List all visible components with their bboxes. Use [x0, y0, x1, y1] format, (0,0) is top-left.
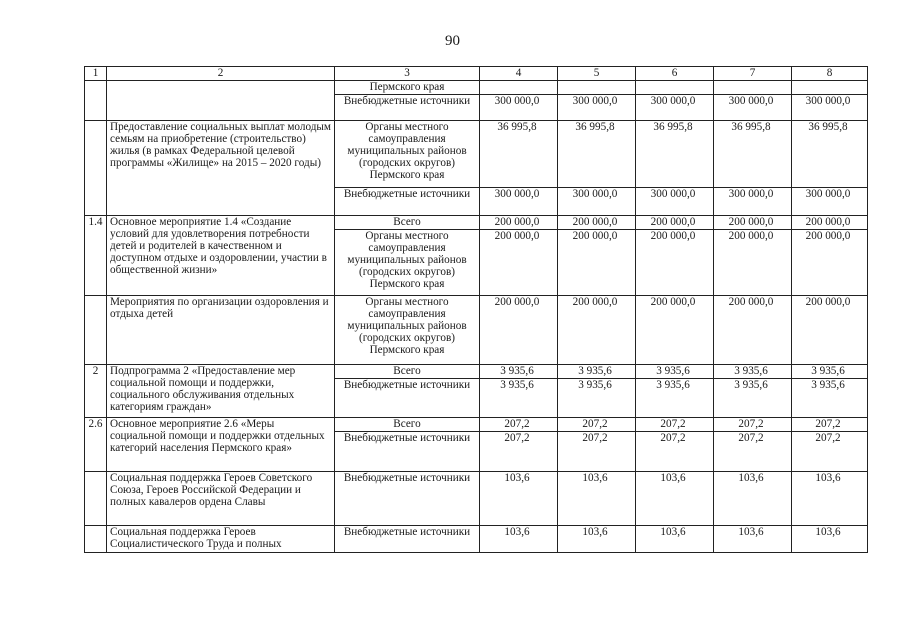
value-cell: 103,6 [714, 472, 792, 526]
row-name-cell: Социальная поддержка Героев Советского Союза, Героев Российской Федерации и полных кавалеров ордена Славы [107, 472, 335, 526]
value-cell: 200 000,0 [558, 230, 636, 296]
value-cell: 207,2 [636, 432, 714, 472]
column-header: 3 [335, 67, 480, 81]
value-cell: 300 000,0 [636, 95, 714, 121]
table-row [85, 296, 868, 365]
table-row [85, 418, 868, 432]
value-cell: 207,2 [792, 418, 868, 432]
value-cell: 3 935,6 [558, 365, 636, 379]
value-cell: 3 935,6 [714, 365, 792, 379]
column-header: 5 [558, 67, 636, 81]
value-cell: 103,6 [480, 472, 558, 526]
value-cell: 36 995,8 [480, 121, 558, 188]
column-header: 1 [85, 67, 107, 81]
value-cell: 103,6 [558, 472, 636, 526]
source-cell: Внебюджетные источники [335, 472, 480, 526]
value-cell: 3 935,6 [480, 365, 558, 379]
value-cell: 200 000,0 [480, 296, 558, 365]
table-header-row [85, 67, 868, 81]
row-number-cell [85, 472, 107, 526]
column-header: 8 [792, 67, 868, 81]
value-cell: 300 000,0 [714, 188, 792, 216]
row-number-cell [85, 526, 107, 553]
table-row [85, 121, 868, 188]
source-cell: Внебюджетные источники [335, 526, 480, 553]
value-cell: 103,6 [636, 472, 714, 526]
value-cell: 3 935,6 [714, 379, 792, 418]
value-cell: 200 000,0 [558, 296, 636, 365]
budget-table [84, 66, 868, 553]
row-number-cell: 2 [85, 365, 107, 418]
source-cell: Органы местного самоуправления муниципальных районов (городских округов) Пермского края [335, 121, 480, 188]
value-cell: 103,6 [558, 526, 636, 553]
value-cell: 3 935,6 [636, 365, 714, 379]
value-cell: 36 995,8 [792, 121, 868, 188]
source-cell: Пермского края [335, 81, 480, 95]
source-cell: Внебюджетные источники [335, 95, 480, 121]
value-cell: 207,2 [480, 432, 558, 472]
value-cell: 300 000,0 [480, 188, 558, 216]
value-cell [636, 81, 714, 95]
source-cell: Органы местного самоуправления муниципальных районов (городских округов) Пермского края [335, 296, 480, 365]
value-cell: 207,2 [714, 418, 792, 432]
value-cell: 300 000,0 [558, 95, 636, 121]
row-name-cell: Основное мероприятие 1.4 «Создание условий для удовлетворения потребности детей и родителей в качественном и доступном отдыхе и оздоровлении, участии в общественной жизни» [107, 216, 335, 296]
value-cell: 200 000,0 [480, 216, 558, 230]
value-cell: 3 935,6 [636, 379, 714, 418]
row-number-cell [85, 81, 107, 121]
value-cell: 36 995,8 [714, 121, 792, 188]
source-cell: Органы местного самоуправления муниципальных районов (городских округов) Пермского края [335, 230, 480, 296]
value-cell: 200 000,0 [792, 216, 868, 230]
value-cell: 207,2 [636, 418, 714, 432]
value-cell [792, 81, 868, 95]
value-cell: 207,2 [558, 432, 636, 472]
column-header: 6 [636, 67, 714, 81]
source-cell: Всего [335, 418, 480, 432]
row-number-cell: 1.4 [85, 216, 107, 296]
value-cell: 200 000,0 [636, 216, 714, 230]
value-cell: 3 935,6 [480, 379, 558, 418]
value-cell: 300 000,0 [480, 95, 558, 121]
value-cell: 200 000,0 [636, 296, 714, 365]
row-number-cell [85, 121, 107, 216]
value-cell [714, 81, 792, 95]
value-cell: 200 000,0 [480, 230, 558, 296]
value-cell: 103,6 [792, 472, 868, 526]
value-cell: 103,6 [714, 526, 792, 553]
row-number-cell [85, 296, 107, 365]
value-cell: 200 000,0 [714, 230, 792, 296]
row-name-cell: Основное мероприятие 2.6 «Меры социальной помощи и поддержки отдельных категорий населения Пермского края» [107, 418, 335, 472]
source-cell: Всего [335, 365, 480, 379]
value-cell: 300 000,0 [636, 188, 714, 216]
source-cell: Внебюджетные источники [335, 188, 480, 216]
column-header: 4 [480, 67, 558, 81]
source-cell: Внебюджетные источники [335, 379, 480, 418]
value-cell: 200 000,0 [792, 230, 868, 296]
table-row [85, 526, 868, 553]
value-cell: 200 000,0 [636, 230, 714, 296]
value-cell: 207,2 [714, 432, 792, 472]
row-name-cell: Предоставление социальных выплат молодым семьям на приобретение (строительство) жилья (в рамках Федеральной целевой программы «Жилище» на 2015 – 2020 годы) [107, 121, 335, 216]
value-cell: 300 000,0 [792, 188, 868, 216]
value-cell: 207,2 [792, 432, 868, 472]
value-cell: 3 935,6 [792, 365, 868, 379]
value-cell: 200 000,0 [792, 296, 868, 365]
value-cell: 300 000,0 [792, 95, 868, 121]
table-row [85, 81, 868, 95]
value-cell: 207,2 [558, 418, 636, 432]
value-cell: 103,6 [636, 526, 714, 553]
column-header: 2 [107, 67, 335, 81]
row-number-cell: 2.6 [85, 418, 107, 472]
value-cell: 300 000,0 [558, 188, 636, 216]
source-cell: Всего [335, 216, 480, 230]
value-cell: 3 935,6 [558, 379, 636, 418]
value-cell [558, 81, 636, 95]
value-cell: 207,2 [480, 418, 558, 432]
value-cell: 200 000,0 [714, 216, 792, 230]
value-cell: 3 935,6 [792, 379, 868, 418]
table-row [85, 472, 868, 526]
value-cell: 103,6 [480, 526, 558, 553]
source-cell: Внебюджетные источники [335, 432, 480, 472]
value-cell: 36 995,8 [636, 121, 714, 188]
row-name-cell: Мероприятия по организации оздоровления и отдыха детей [107, 296, 335, 365]
row-name-cell: Социальная поддержка Героев Социалистического Труда и полных [107, 526, 335, 553]
row-name-cell: Подпрограмма 2 «Предоставление мер социальной помощи и поддержки, социального обслуживания отдельных категориям граждан» [107, 365, 335, 418]
value-cell: 200 000,0 [714, 296, 792, 365]
row-name-cell [107, 81, 335, 121]
value-cell: 300 000,0 [714, 95, 792, 121]
column-header: 7 [714, 67, 792, 81]
value-cell: 36 995,8 [558, 121, 636, 188]
page-number: 90 [445, 33, 460, 49]
value-cell [480, 81, 558, 95]
table-row [85, 365, 868, 379]
value-cell: 103,6 [792, 526, 868, 553]
value-cell: 200 000,0 [558, 216, 636, 230]
table-row [85, 216, 868, 230]
